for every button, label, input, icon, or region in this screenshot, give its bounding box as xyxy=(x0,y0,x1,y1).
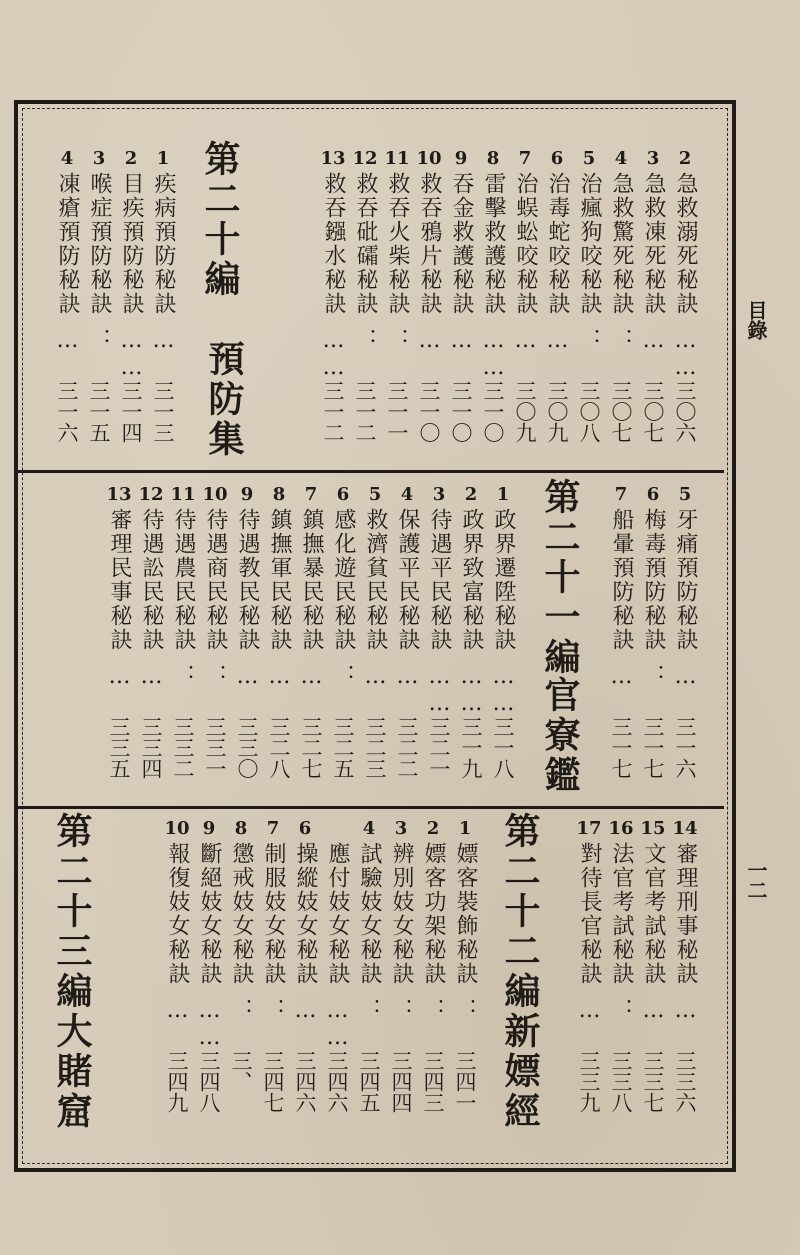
entry-title: 操縱妓女秘訣 xyxy=(293,842,318,986)
section-subtitle: 官寮鑑 xyxy=(539,676,581,796)
entry-number: 7 xyxy=(614,484,628,505)
entry-title: 辨別妓女秘訣 xyxy=(389,842,414,986)
entry-leader: …… xyxy=(119,328,144,382)
entry-leader: … xyxy=(139,664,164,691)
entry-title: 待遇平民秘訣 xyxy=(427,508,452,652)
entry-number: 3 xyxy=(92,148,106,169)
entry-page: 三一五 xyxy=(87,380,111,443)
entry-title: 對待長官秘訣 xyxy=(577,842,602,986)
entry-leader: …… xyxy=(427,664,452,718)
entry-number: 4 xyxy=(614,148,628,169)
section-divider xyxy=(18,806,724,809)
entry-leader: …… xyxy=(197,998,222,1052)
entry-number: 8 xyxy=(486,148,500,169)
entry-title: 雷擊救護秘訣 xyxy=(481,172,506,316)
section-divider xyxy=(18,470,724,473)
section-subtitle: 預防集 xyxy=(203,340,245,460)
entry-leader: … xyxy=(363,664,388,691)
entry-number: 13 xyxy=(320,148,346,169)
entry-title: 應付妓女秘訣 xyxy=(325,842,350,986)
entry-number: 6 xyxy=(646,484,660,505)
entry-number: 9 xyxy=(202,818,216,839)
entry-number: 14 xyxy=(672,818,698,839)
entry-number: 9 xyxy=(454,148,468,169)
entry-number: 3 xyxy=(394,818,408,839)
entry-number: 11 xyxy=(170,484,196,505)
entry-page: 三一七 xyxy=(609,716,633,779)
entry-title: 治毒蛇咬秘訣 xyxy=(545,172,570,316)
entry-title: 凍瘡預防秘訣 xyxy=(55,172,80,316)
entry-title: 急救驚死秘訣 xyxy=(609,172,634,316)
entry-leader: ： xyxy=(577,328,602,352)
entry-title: 救濟貧民秘訣 xyxy=(363,508,388,652)
entry-number: 7 xyxy=(266,818,280,839)
entry-page: 三一〇 xyxy=(449,380,473,443)
entry-number: 6 xyxy=(550,148,564,169)
entry-title: 待遇訟民秘訣 xyxy=(139,508,164,652)
entry-leader: ： xyxy=(331,664,356,688)
entry-number: 8 xyxy=(234,818,248,839)
entry-leader: … xyxy=(641,328,666,355)
entry-number: 4 xyxy=(60,148,74,169)
entry-leader: … xyxy=(293,998,318,1025)
entry-number: 12 xyxy=(352,148,378,169)
entry-page: 三一七 xyxy=(641,716,665,779)
entry-page: 三〇九 xyxy=(545,380,569,443)
entry-number: 1 xyxy=(156,148,170,169)
entry-leader: … xyxy=(513,328,538,355)
entry-number: 1 xyxy=(458,818,472,839)
entry-leader: … xyxy=(107,664,132,691)
entry-page: 三二三 xyxy=(363,716,387,779)
entry-title: 急救溺死秘訣 xyxy=(673,172,698,316)
entry-page: 三三九 xyxy=(577,1050,601,1113)
entry-title: 待遇教民秘訣 xyxy=(235,508,260,652)
entry-leader: …… xyxy=(325,998,350,1052)
entry-number: 2 xyxy=(426,818,440,839)
entry-title: 救吞火柴秘訣 xyxy=(385,172,410,316)
entry-leader: … xyxy=(609,664,634,691)
entry-leader: ： xyxy=(385,328,410,352)
entry-leader: … xyxy=(545,328,570,355)
entry-leader: ： xyxy=(171,664,196,688)
section-title: 第二十二編 xyxy=(499,812,541,1012)
entry-number: 3 xyxy=(432,484,446,505)
entry-page: 三四六 xyxy=(293,1050,317,1113)
entry-number: 5 xyxy=(368,484,382,505)
entry-leader: ： xyxy=(87,328,112,352)
entry-title: 試驗妓女秘訣 xyxy=(357,842,382,986)
entry-title: 政界遷陞秘訣 xyxy=(491,508,516,652)
entry-page: 三一二 xyxy=(353,380,377,443)
entry-page: 三三六 xyxy=(673,1050,697,1113)
entry-page: 三三〇 xyxy=(235,716,259,779)
entry-page: 三四一 xyxy=(453,1050,477,1113)
entry-page: 三四九 xyxy=(165,1050,189,1113)
entry-title: 喉症預防秘訣 xyxy=(87,172,112,316)
entry-leader: …… xyxy=(673,328,698,382)
entry-page: 三一六 xyxy=(673,716,697,779)
entry-number: 4 xyxy=(400,484,414,505)
entry-page: 三四五 xyxy=(357,1050,381,1113)
entry-page: 三〇七 xyxy=(609,380,633,443)
entry-number: 1 xyxy=(496,484,510,505)
entry-page: 三一六 xyxy=(55,380,79,443)
entry-title: 斷絕妓女秘訣 xyxy=(197,842,222,986)
entry-number: 11 xyxy=(384,148,410,169)
entry-leader: … xyxy=(151,328,176,355)
entry-number: 5 xyxy=(582,148,596,169)
entry-title: 嫖客裝飾秘訣 xyxy=(453,842,478,986)
entry-title: 感化遊民秘訣 xyxy=(331,508,356,652)
header-label: 目錄 xyxy=(744,300,768,340)
entry-page: 三四六 xyxy=(325,1050,349,1113)
entry-page: 三一一 xyxy=(385,380,409,443)
entry-leader: … xyxy=(55,328,80,355)
entry-page: 三三七 xyxy=(641,1050,665,1113)
entry-title: 牙痛預防秘訣 xyxy=(673,508,698,652)
entry-page: 三、 xyxy=(229,1050,253,1092)
entry-number: 8 xyxy=(272,484,286,505)
entry-title: 鎮撫暴民秘訣 xyxy=(299,508,324,652)
entry-page: 三一二 xyxy=(321,380,345,443)
entry-leader: ： xyxy=(357,998,382,1022)
entry-leader: ： xyxy=(609,328,634,352)
entry-leader: ： xyxy=(261,998,286,1022)
entry-title: 報復妓女秘訣 xyxy=(165,842,190,986)
entry-number: 2 xyxy=(124,148,138,169)
entry-leader: … xyxy=(673,664,698,691)
entry-title: 救吞鏹水秘訣 xyxy=(321,172,346,316)
entry-title: 治蜈蚣咬秘訣 xyxy=(513,172,538,316)
entry-page: 三一四 xyxy=(119,380,143,443)
entry-page: 三三四 xyxy=(139,716,163,779)
entry-page: 三一三 xyxy=(151,380,175,443)
entry-page: 三〇八 xyxy=(577,380,601,443)
entry-leader: …… xyxy=(491,664,516,718)
entry-title: 吞金救護秘訣 xyxy=(449,172,474,316)
entry-number: 2 xyxy=(464,484,478,505)
entry-page: 三四七 xyxy=(261,1050,285,1113)
entry-leader: … xyxy=(299,664,324,691)
entry-number: 15 xyxy=(640,818,666,839)
entry-leader: … xyxy=(577,998,602,1025)
entry-page: 三三一 xyxy=(203,716,227,779)
entry-number: 9 xyxy=(240,484,254,505)
section-subtitle: 新嫖經 xyxy=(499,1012,541,1132)
entry-leader: ： xyxy=(421,998,446,1022)
entry-number: 6 xyxy=(336,484,350,505)
entry-number: 10 xyxy=(164,818,190,839)
entry-number: 6 xyxy=(298,818,312,839)
entry-leader: ： xyxy=(203,664,228,688)
entry-title: 治瘋狗咬秘訣 xyxy=(577,172,602,316)
entry-number: 2 xyxy=(678,148,692,169)
entry-title: 文官考試秘訣 xyxy=(641,842,666,986)
entry-title: 嫖客功架秘訣 xyxy=(421,842,446,986)
entry-leader: …… xyxy=(459,664,484,718)
entry-page: 三一九 xyxy=(459,716,483,779)
entry-title: 疾病預防秘訣 xyxy=(151,172,176,316)
entry-page: 三四四 xyxy=(389,1050,413,1113)
entry-title: 待遇農民秘訣 xyxy=(171,508,196,652)
entry-number: 5 xyxy=(678,484,692,505)
entry-leader: … xyxy=(165,998,190,1025)
entry-leader: … xyxy=(235,664,260,691)
entry-page: 三〇六 xyxy=(673,380,697,443)
entry-number: 16 xyxy=(608,818,634,839)
entry-title: 梅毒預防秘訣 xyxy=(641,508,666,652)
section-subtitle: 大賭窟 xyxy=(51,1012,93,1132)
entry-leader: … xyxy=(641,998,666,1025)
entry-leader: … xyxy=(417,328,442,355)
entry-title: 法官考試秘訣 xyxy=(609,842,634,986)
entry-leader: ： xyxy=(453,998,478,1022)
entry-page: 三二七 xyxy=(299,716,323,779)
section-title: 第二十一編 xyxy=(539,478,581,678)
entry-title: 審理刑事秘訣 xyxy=(673,842,698,986)
entry-leader: … xyxy=(673,998,698,1025)
entry-leader: ： xyxy=(389,998,414,1022)
entry-title: 鎮撫軍民秘訣 xyxy=(267,508,292,652)
entry-leader: ： xyxy=(353,328,378,352)
entry-page: 三四八 xyxy=(197,1050,221,1113)
entry-number: 3 xyxy=(646,148,660,169)
entry-number: 17 xyxy=(576,818,602,839)
entry-leader: …… xyxy=(481,328,506,382)
entry-number: 12 xyxy=(138,484,164,505)
entry-number: 10 xyxy=(416,148,442,169)
entry-title: 目疾預防秘訣 xyxy=(119,172,144,316)
entry-page: 三二二 xyxy=(395,716,419,779)
entry-page: 三〇九 xyxy=(513,380,537,443)
entry-page: 三二八 xyxy=(267,716,291,779)
entry-number: 13 xyxy=(106,484,132,505)
section-title: 第二十三編 xyxy=(51,812,93,1012)
entry-leader: ： xyxy=(609,998,634,1022)
entry-leader: … xyxy=(395,664,420,691)
entry-title: 制服妓女秘訣 xyxy=(261,842,286,986)
entry-page: 三三二 xyxy=(171,716,195,779)
entry-number: 4 xyxy=(362,818,376,839)
entry-page: 三三五 xyxy=(107,716,131,779)
entry-page: 三三八 xyxy=(609,1050,633,1113)
entry-title: 救吞鴉片秘訣 xyxy=(417,172,442,316)
entry-page: 三二一 xyxy=(427,716,451,779)
entry-page: 三一八 xyxy=(491,716,515,779)
entry-page: 三四三 xyxy=(421,1050,445,1113)
entry-page: 三一〇 xyxy=(481,380,505,443)
entry-page: 三一〇 xyxy=(417,380,441,443)
entry-page: 三二五 xyxy=(331,716,355,779)
section-title: 第二十編 xyxy=(199,140,241,300)
entry-leader: … xyxy=(267,664,292,691)
entry-page: 三〇七 xyxy=(641,380,665,443)
entry-title: 船暈預防秘訣 xyxy=(609,508,634,652)
entry-title: 懲戒妓女秘訣 xyxy=(229,842,254,986)
entry-title: 待遇商民秘訣 xyxy=(203,508,228,652)
entry-number: 7 xyxy=(518,148,532,169)
entry-title: 政界致富秘訣 xyxy=(459,508,484,652)
entry-title: 救吞砒礵秘訣 xyxy=(353,172,378,316)
entry-leader: … xyxy=(449,328,474,355)
entry-title: 保護平民秘訣 xyxy=(395,508,420,652)
entry-leader: ： xyxy=(229,998,254,1022)
entry-title: 急救凍死秘訣 xyxy=(641,172,666,316)
entry-leader: …… xyxy=(321,328,346,382)
page-number: 一二 xyxy=(744,860,768,900)
entry-number: 7 xyxy=(304,484,318,505)
entry-leader: ： xyxy=(641,664,666,688)
entry-number: 10 xyxy=(202,484,228,505)
entry-title: 審理民事秘訣 xyxy=(107,508,132,652)
